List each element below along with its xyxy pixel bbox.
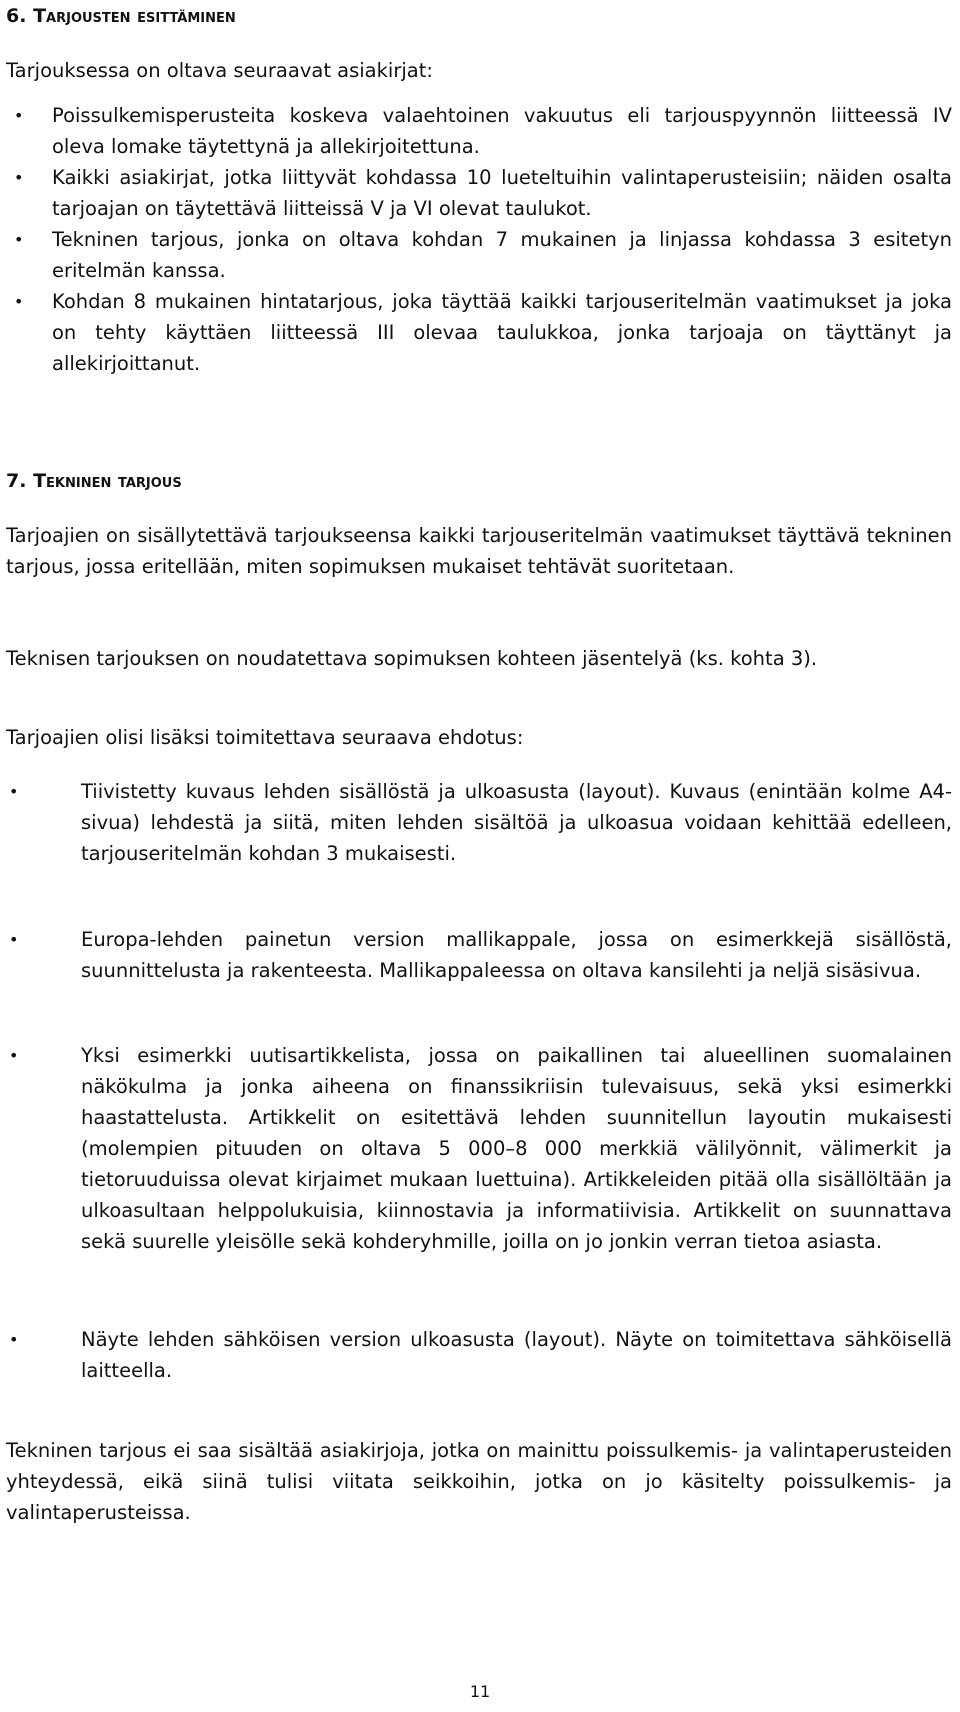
list-item-text: Europa-lehden painetun version mallikappale, jossa on esimerkkejä sisällöstä, suunnittelusta ja rakenteesta. Mallikappaleessa on oltava kansilehti ja neljä sisäsivua. xyxy=(81,928,952,982)
list-item-text: Poissulkemisperusteita koskeva valaehtoinen vakuutus eli tarjouspyynnön liitteessä IV oleva lomake täytettynä ja allekirjoitettuna. xyxy=(52,104,952,158)
section-6-number: 6. xyxy=(6,5,27,27)
list-item xyxy=(6,1040,952,1257)
list-item xyxy=(6,924,952,986)
bullet-icon: • xyxy=(9,930,19,949)
list-item-text: Tiivistetty kuvaus lehden sisällöstä ja ulkoasusta (layout). Kuvaus (enintään kolme A4-sivua) lehdestä ja siitä, miten lehden sisältöä ja ulkoasua voidaan kehittää edelleen, tarjouseritelmän kohdan 3 mukaisesti. xyxy=(81,780,952,865)
list-item-text: Kaikki asiakirjat, jotka liittyvät kohdassa 10 lueteltuihin valintaperusteisiin; näiden osalta tarjoajan on täytettävä liitteissä V ja VI olevat taulukot. xyxy=(52,166,952,220)
bullet-icon: • xyxy=(14,106,24,125)
list-item-text: Tekninen tarjous, jonka on oltava kohdan 7 mukainen ja linjassa kohdassa 3 esitetyn eritelmän kanssa. xyxy=(52,228,952,282)
section-7-paragraph-1: Tarjoajien on sisällytettävä tarjoukseensa kaikki tarjouseritelmän vaatimukset täyttävä tekninen tarjous, jossa eritellään, miten sopimuksen mukaiset tehtävät suoritetaan. xyxy=(6,524,952,578)
section-7-paragraph-3: Tarjoajien olisi lisäksi toimitettava seuraava ehdotus: xyxy=(6,726,524,749)
section-7-title: Tekninen tarjous xyxy=(33,470,182,492)
list-item-text: Yksi esimerkki uutisartikkelista, jossa on paikallinen tai alueellinen suomalainen näkökulma ja jonka aiheena on finanssikriisin tulevaisuus, sekä yksi esimerkki haastattelusta. Artikkelit on esitettävä lehden suunnitellun layoutin mukaisesti (molempien pituuden on oltava 5 000–8 000 merkkiä välilyönnit, välimerkit ja tietoruuduissa olevat kirjaimet mukaan luettuina). Artikkeleiden pitää olla sisällöltään ja ulkoasultaan helppolukuisia, kiinnostavia ja informatiivisia. Artikkelit on suunnattava sekä suurelle yleisölle sekä kohderyhmille, joilla on jo jonkin verran tietoa asiasta. xyxy=(81,1044,952,1253)
bullet-icon: • xyxy=(9,782,19,801)
section-7-heading xyxy=(6,466,182,497)
list-item xyxy=(6,162,952,224)
list-item xyxy=(6,286,952,379)
section-6-title: Tarjousten esittäminen xyxy=(33,5,236,27)
bullet-icon: • xyxy=(14,292,24,311)
list-item xyxy=(6,224,952,286)
section-6-intro: Tarjouksessa on oltava seuraavat asiakirjat: xyxy=(6,59,433,82)
list-item-text: Kohdan 8 mukainen hintatarjous, joka täyttää kaikki tarjouseritelmän vaatimukset ja joka on tehty käyttäen liitteessä III olevaa taulukkoa, jonka tarjoaja on täyttänyt ja allekirjoittanut. xyxy=(52,290,952,375)
bullet-icon: • xyxy=(9,1046,19,1065)
page-number: 11 xyxy=(469,1682,491,1701)
list-item xyxy=(6,1324,952,1386)
section-7-paragraph-2: Teknisen tarjouksen on noudatettava sopimuksen kohteen jäsentelyä (ks. kohta 3). xyxy=(6,647,818,670)
section-7-paragraph-4: Tekninen tarjous ei saa sisältää asiakirjoja, jotka on mainittu poissulkemis- ja valintaperusteiden yhteydessä, eikä siinä tulisi viitata seikkoihin, jotka on jo käsitelty poissulkemis- ja valintaperusteissa. xyxy=(6,1439,952,1524)
bullet-icon: • xyxy=(9,1330,19,1349)
list-item xyxy=(6,100,952,162)
list-item-text: Näyte lehden sähköisen version ulkoasusta (layout). Näyte on toimitettava sähköisellä laitteella. xyxy=(81,1328,952,1382)
bullet-icon: • xyxy=(14,230,24,249)
bullet-icon: • xyxy=(14,168,24,187)
list-item xyxy=(6,776,952,869)
section-6-heading xyxy=(6,1,236,32)
section-6-list xyxy=(6,100,952,379)
section-7-number: 7. xyxy=(6,470,27,492)
